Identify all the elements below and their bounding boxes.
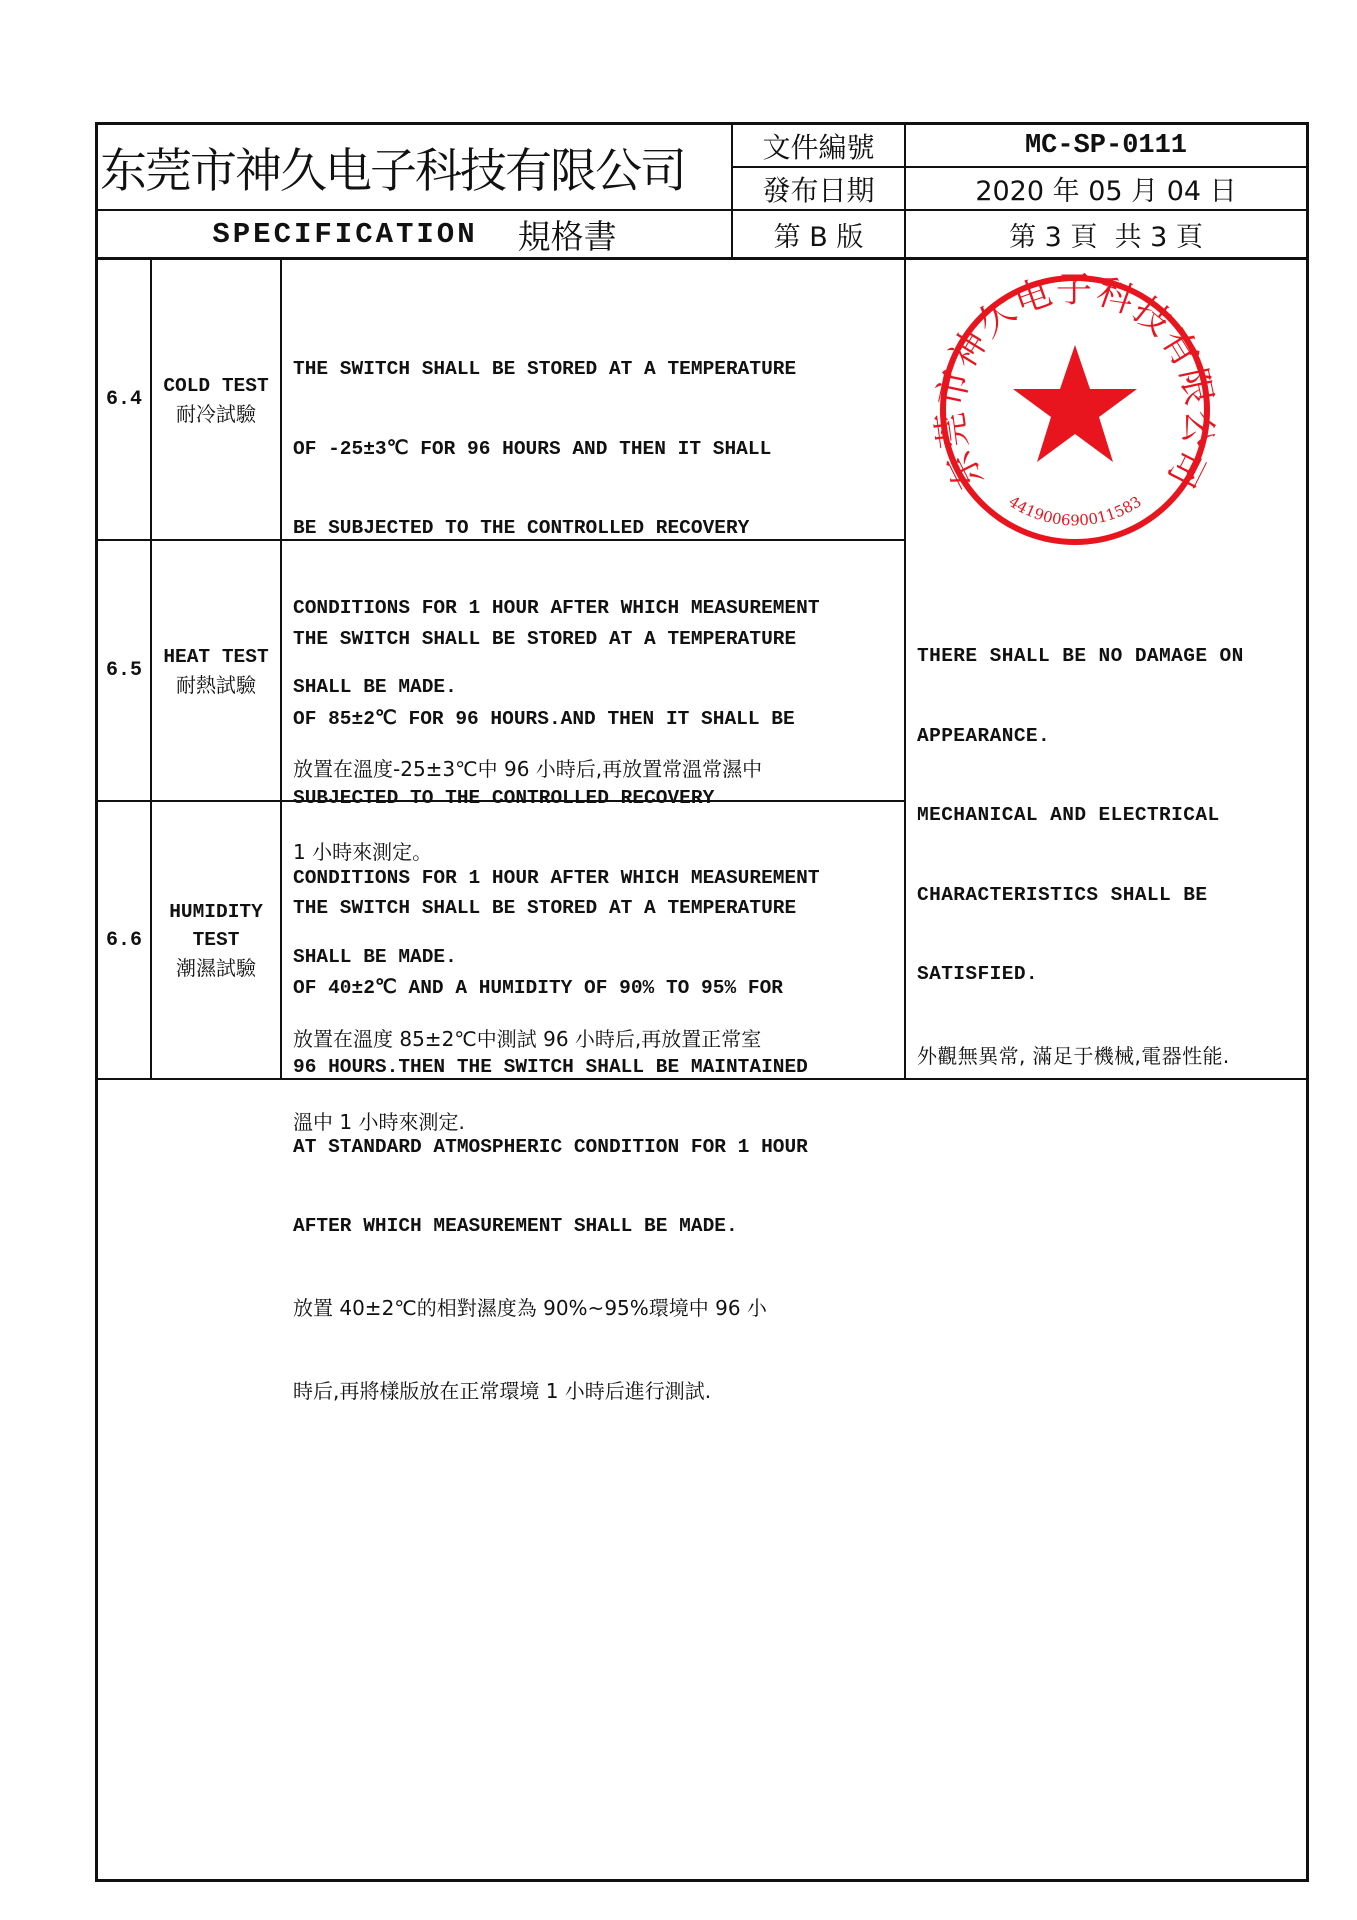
desc-line: OF 40±2℃ AND A HUMIDITY OF 90% TO 95% FOR <box>293 976 783 999</box>
spec-title-en: SPECIFICATION <box>212 217 478 251</box>
spec-title-zh: 規格書 <box>517 216 617 256</box>
item-number: 6.5 <box>105 659 142 682</box>
requirement-line: CHARACTERISTICS SHALL BE <box>917 883 1208 906</box>
item-number: 6.4 <box>105 388 142 411</box>
desc-line-zh: 1 小時來測定。 <box>293 839 433 864</box>
desc-line: THE SWITCH SHALL BE STORED AT A TEMPERATURE <box>293 628 797 650</box>
item-name <box>152 260 280 539</box>
date-value: 2020 年 05 月 04 日 <box>975 176 1237 207</box>
date-label: 發布日期 <box>762 173 875 207</box>
version: 第 B 版 <box>773 221 864 253</box>
requirement-line: APPEARANCE. <box>917 724 1051 747</box>
item-name <box>152 541 280 800</box>
desc-line: SHALL BE MADE. <box>293 676 457 698</box>
desc-line: 96 HOURS.THEN THE SWITCH SHALL BE MAINTAINED <box>293 1056 808 1078</box>
doc-no-label: 文件編號 <box>762 130 875 164</box>
spec-title <box>98 211 731 257</box>
desc-line-zh: 放置 40±2℃的相對濕度為 90%~95%環境中 96 小 <box>293 1295 767 1320</box>
requirement-line: SATISFIED. <box>917 963 1039 985</box>
requirement-line-zh: 外觀無異常, 滿足于機械,電器性能. <box>917 1043 1230 1068</box>
desc-line: CONDITIONS FOR 1 HOUR AFTER WHICH MEASUREMENT <box>293 866 820 889</box>
seal-text: 东莞市神久电子科技有限公司 <box>930 269 1220 496</box>
desc-line-zh: 時后,再將樣版放在正常環境 1 小時后進行測試. <box>293 1378 712 1403</box>
requirement-text <box>917 590 1244 1097</box>
item-name-zh: 潮濕試驗 <box>176 956 256 980</box>
desc-line-zh: 溫中 1 小時來測定. <box>293 1109 465 1134</box>
page-info: 第 3 頁 共 3 頁 <box>1009 221 1203 253</box>
desc-line: AFTER WHICH MEASUREMENT SHALL BE MADE. <box>293 1215 738 1237</box>
star-icon <box>1013 345 1137 462</box>
desc-line-zh: 放置在溫度 85±2℃中測試 96 小時后,再放置正常室 <box>293 1026 762 1051</box>
company-name: 东莞市神久电子科技有限公司 <box>100 143 685 199</box>
item-name-en: TEST <box>192 929 240 951</box>
desc-line: CONDITIONS FOR 1 HOUR AFTER WHICH MEASUREMENT <box>293 596 820 619</box>
desc-line: THE SWITCH SHALL BE STORED AT A TEMPERATURE <box>293 897 797 919</box>
item-number: 6.6 <box>105 928 142 952</box>
desc-line: OF -25±3℃ FOR 96 HOURS AND THEN IT SHALL <box>293 437 772 460</box>
item-name <box>152 802 280 1078</box>
company-seal <box>930 265 1220 555</box>
desc-line: BE SUBJECTED TO THE CONTROLLED RECOVERY <box>293 517 750 539</box>
desc-line: AT STANDARD ATMOSPHERIC CONDITION FOR 1 HOUR <box>293 1135 808 1158</box>
desc-line: THE SWITCH SHALL BE STORED AT A TEMPERATURE <box>293 358 797 380</box>
requirement-line: THERE SHALL BE NO DAMAGE ON <box>917 645 1244 667</box>
desc-line: SUBJECTED TO THE CONTROLLED RECOVERY <box>293 787 715 809</box>
item-name-en: COLD TEST <box>163 374 269 397</box>
desc-line: SHALL BE MADE. <box>293 946 457 968</box>
requirement-line: MECHANICAL AND ELECTRICAL <box>917 804 1220 826</box>
item-description <box>293 842 808 1459</box>
item-name-en: HEAT TEST <box>163 645 269 668</box>
item-name-zh: 耐冷試驗 <box>176 401 256 426</box>
item-name-en: HUMIDITY <box>169 901 263 923</box>
desc-line: OF 85±2℃ FOR 96 HOURS.AND THEN IT SHALL BE <box>293 707 795 730</box>
seal-code: 441900690011583 <box>1005 492 1145 530</box>
doc-no-value: MC-SP-0111 <box>1024 130 1188 161</box>
desc-line-zh: 放置在溫度-25±3℃中 96 小時后,再放置常溫常濕中 <box>293 756 763 781</box>
item-name-zh: 耐熱試驗 <box>176 672 256 697</box>
